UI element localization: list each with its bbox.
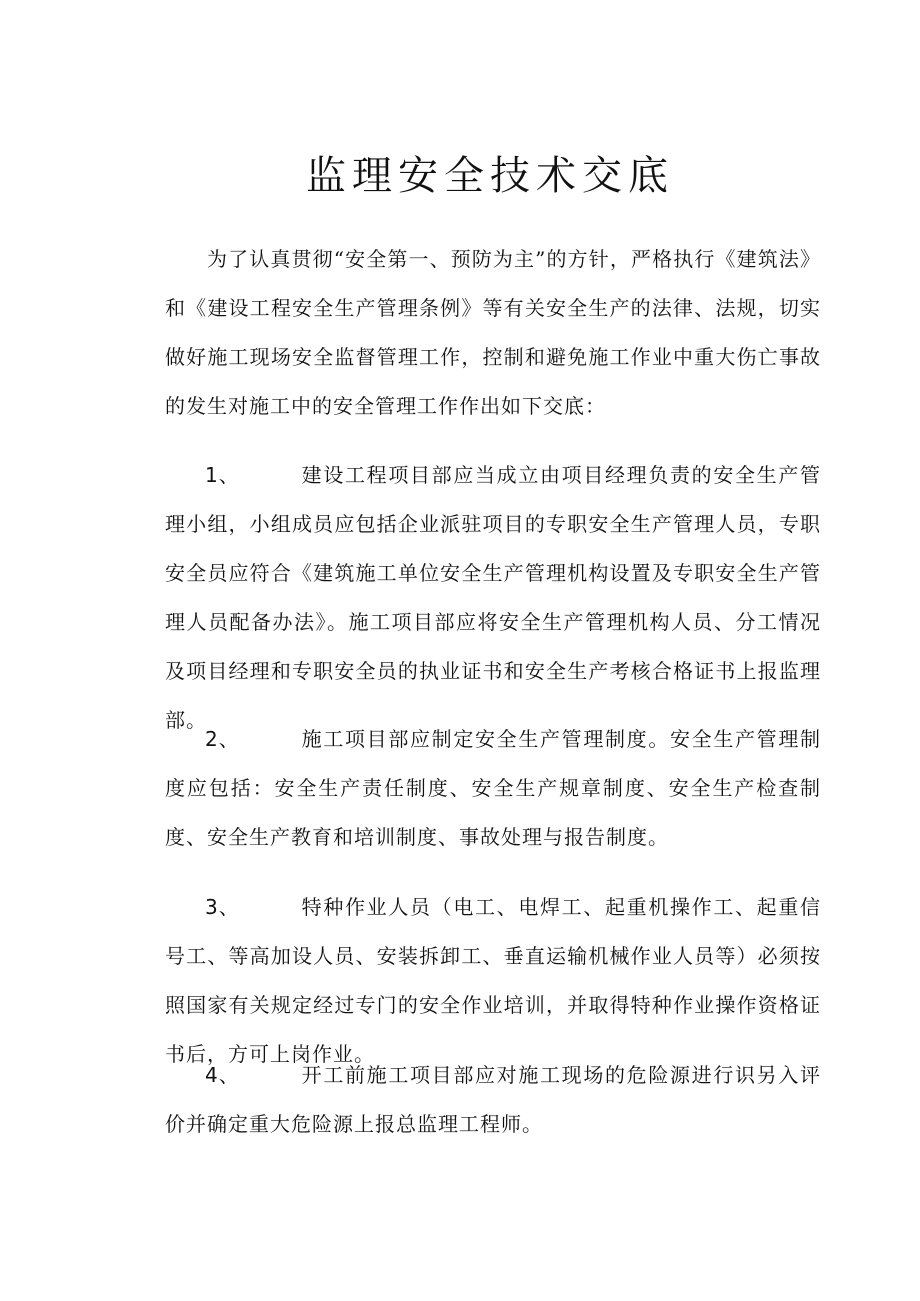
item-2-text: 施工项目部应制定安全生产管理制度。安全生产管理制度应包括：安全生产责任制度、安全生产规章制度、安全生产检查制度、安全生产教育和培训制度、事故处理与报告制度。	[165, 727, 821, 849]
item-1-text: 建设工程项目部应当成立由项目经理负责的安全生产管理小组，小组成员应包括企业派驻项目的专职安全生产管理人员，专职安全员应符合《建筑施工单位安全生产管理机构设置及专职安全生产管理人员配备办法》。施工项目部应将安全生产管理机构人员、分工情况及项目经理和专职安全员的执业证书和安全生产考核合格证书上报监理部。	[165, 463, 821, 732]
item-2-paragraph	[165, 715, 821, 862]
item-2-number: 2、	[205, 727, 240, 751]
item-3-text: 特种作业人员（电工、电焊工、起重机操作工、起重信号工、等高加设人员、安装拆卸工、垂直运输机械作业人员等）必须按照国家有关规定经过专门的安全作业培训，并取得特种作业操作资格证书后，方可上岗作业。	[165, 895, 821, 1066]
item-4-text: 开工前施工项目部应对施工现场的危险源进行识另入评价并确定重大危险源上报总监理工程师。	[165, 1063, 821, 1136]
item-4-paragraph	[165, 1051, 821, 1149]
document-title: 监理安全技术交底	[306, 153, 674, 199]
item-1-number: 1、	[205, 463, 240, 487]
item-1-paragraph	[165, 451, 821, 745]
item-4-number: 4、	[205, 1063, 240, 1087]
intro-paragraph: 为了认真贯彻“安全第一、预防为主”的方针，严格执行《建筑法》和《建设工程安全生产管理条例》等有关安全生产的法律、法规，切实做好施工现场安全监督管理工作，控制和避免施工作业中重大伤亡事故的发生对施工中的安全管理工作作出如下交底：	[165, 247, 821, 418]
item-3-number: 3、	[205, 895, 240, 919]
item-3-paragraph	[165, 883, 821, 1079]
